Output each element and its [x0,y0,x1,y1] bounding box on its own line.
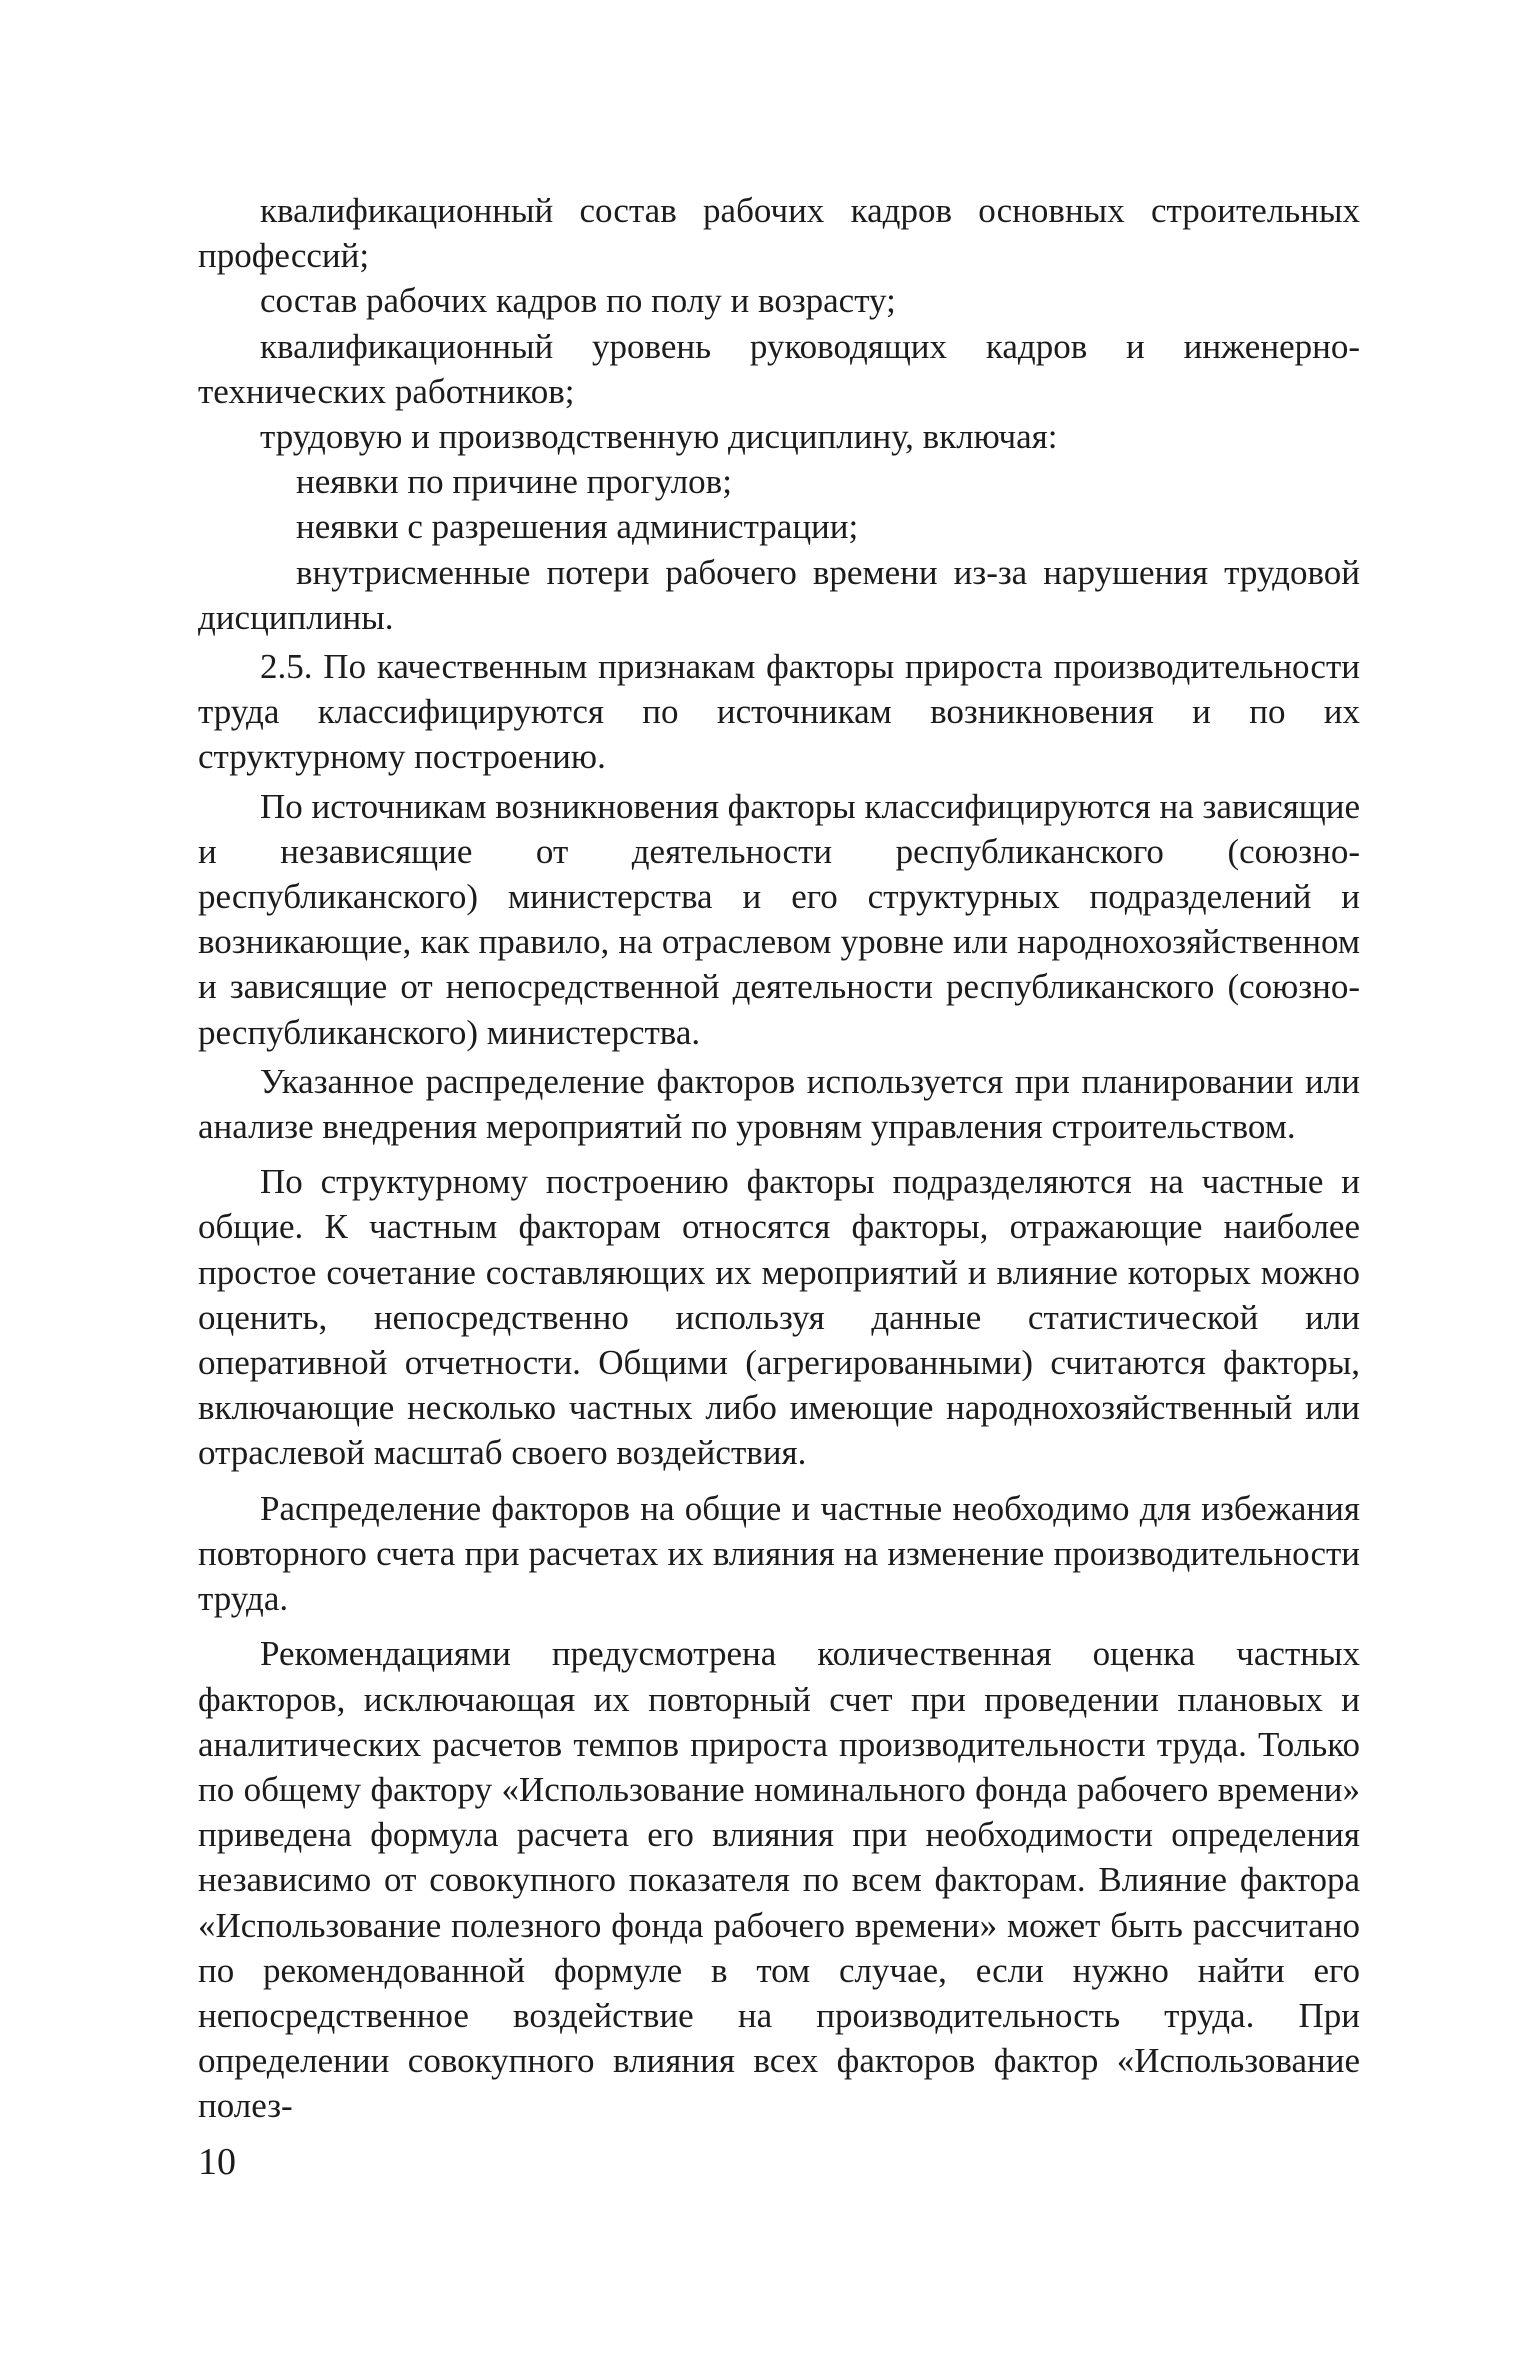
paragraph-gender-age: состав рабочих кадров по полу и возрасту; [260,281,896,321]
paragraph-absence-permission: неявки с разрешения администрации; [296,507,859,547]
paragraph-absence-truancy: неявки по причине прогулов; [296,462,732,502]
paragraph-qualification-workers: квалификационный состав рабочих кадров основных строительных профессий; [198,191,1360,276]
paragraph-structure: По структурному построению факторы подразделяются на частные и общие. К частным факторам относятся факторы, отражающие наиболее простое сочетание составляющих их мероприятий и влияние которых можно оценить, непосредственно используя данные статистической или оперативной отчетности. Общими (агрегированными) считаются факторы, включающие несколько частных либо имеющие народнохозяйственный или отраслевой масштаб своего воздействия. [198,1162,1360,1473]
paragraph-double-count: Распределение факторов на общие и частные необходимо для избежания повторного счета при расчетах их влияния на изменение производительности труда. [198,1488,1360,1619]
page-number: 10 [198,2141,236,2183]
paragraph-intrashift-losses: внутрисменные потери рабочего времени из-за нарушения трудовой дисциплины. [198,552,1360,637]
paragraph-sources: По источникам возникновения факторы классифицируются на зависящие и независящие от деятельности республиканского (союзно-республиканского) министерства и его структурных подразделений и возникающие, как правило, на отраслевом уровне или народнохозяйственном и зависящие от непосредственной деятельности республиканского (союзно-республиканского) министерства. [198,786,1361,1052]
body-text [198,188,1360,2129]
paragraph-labor-discipline: трудовую и производственную дисциплину, включая: [260,417,1058,457]
paragraph-section-2-5: 2.5. По качественным признакам факторы прироста производительности труда классифицируются по источникам возникновения и по их структурному построению. [198,647,1360,777]
paragraph-recommendations: Рекомендациями предусмотрена количественная оценка частных факторов, исключающая их повторный счет при проведении плановых и аналитических расчетов темпов прироста производительности труда. Только по общему фактору «Использование номинального фонда рабочего времени» приведена формула расчета его влияния при необходимости определения независимо от совокупного показателя по всем факторам. Влияние фактора «Использование полезного фонда рабочего времени» может быть рассчитано по рекомендованной формуле в том случае, если нужно найти его непосредственное воздействие на производительность труда. При определении совокупного влияния всех факторов фактор «Использование полез- [198,1634,1360,2126]
paragraph-qualification-managers: квалификационный уровень руководящих кадров и инженерно-технических работников; [198,326,1360,411]
paragraph-distribution-usage: Указанное распределение факторов используется при планировании или анализе внедрения мероприятий по уровням управления строительством. [198,1061,1360,1147]
